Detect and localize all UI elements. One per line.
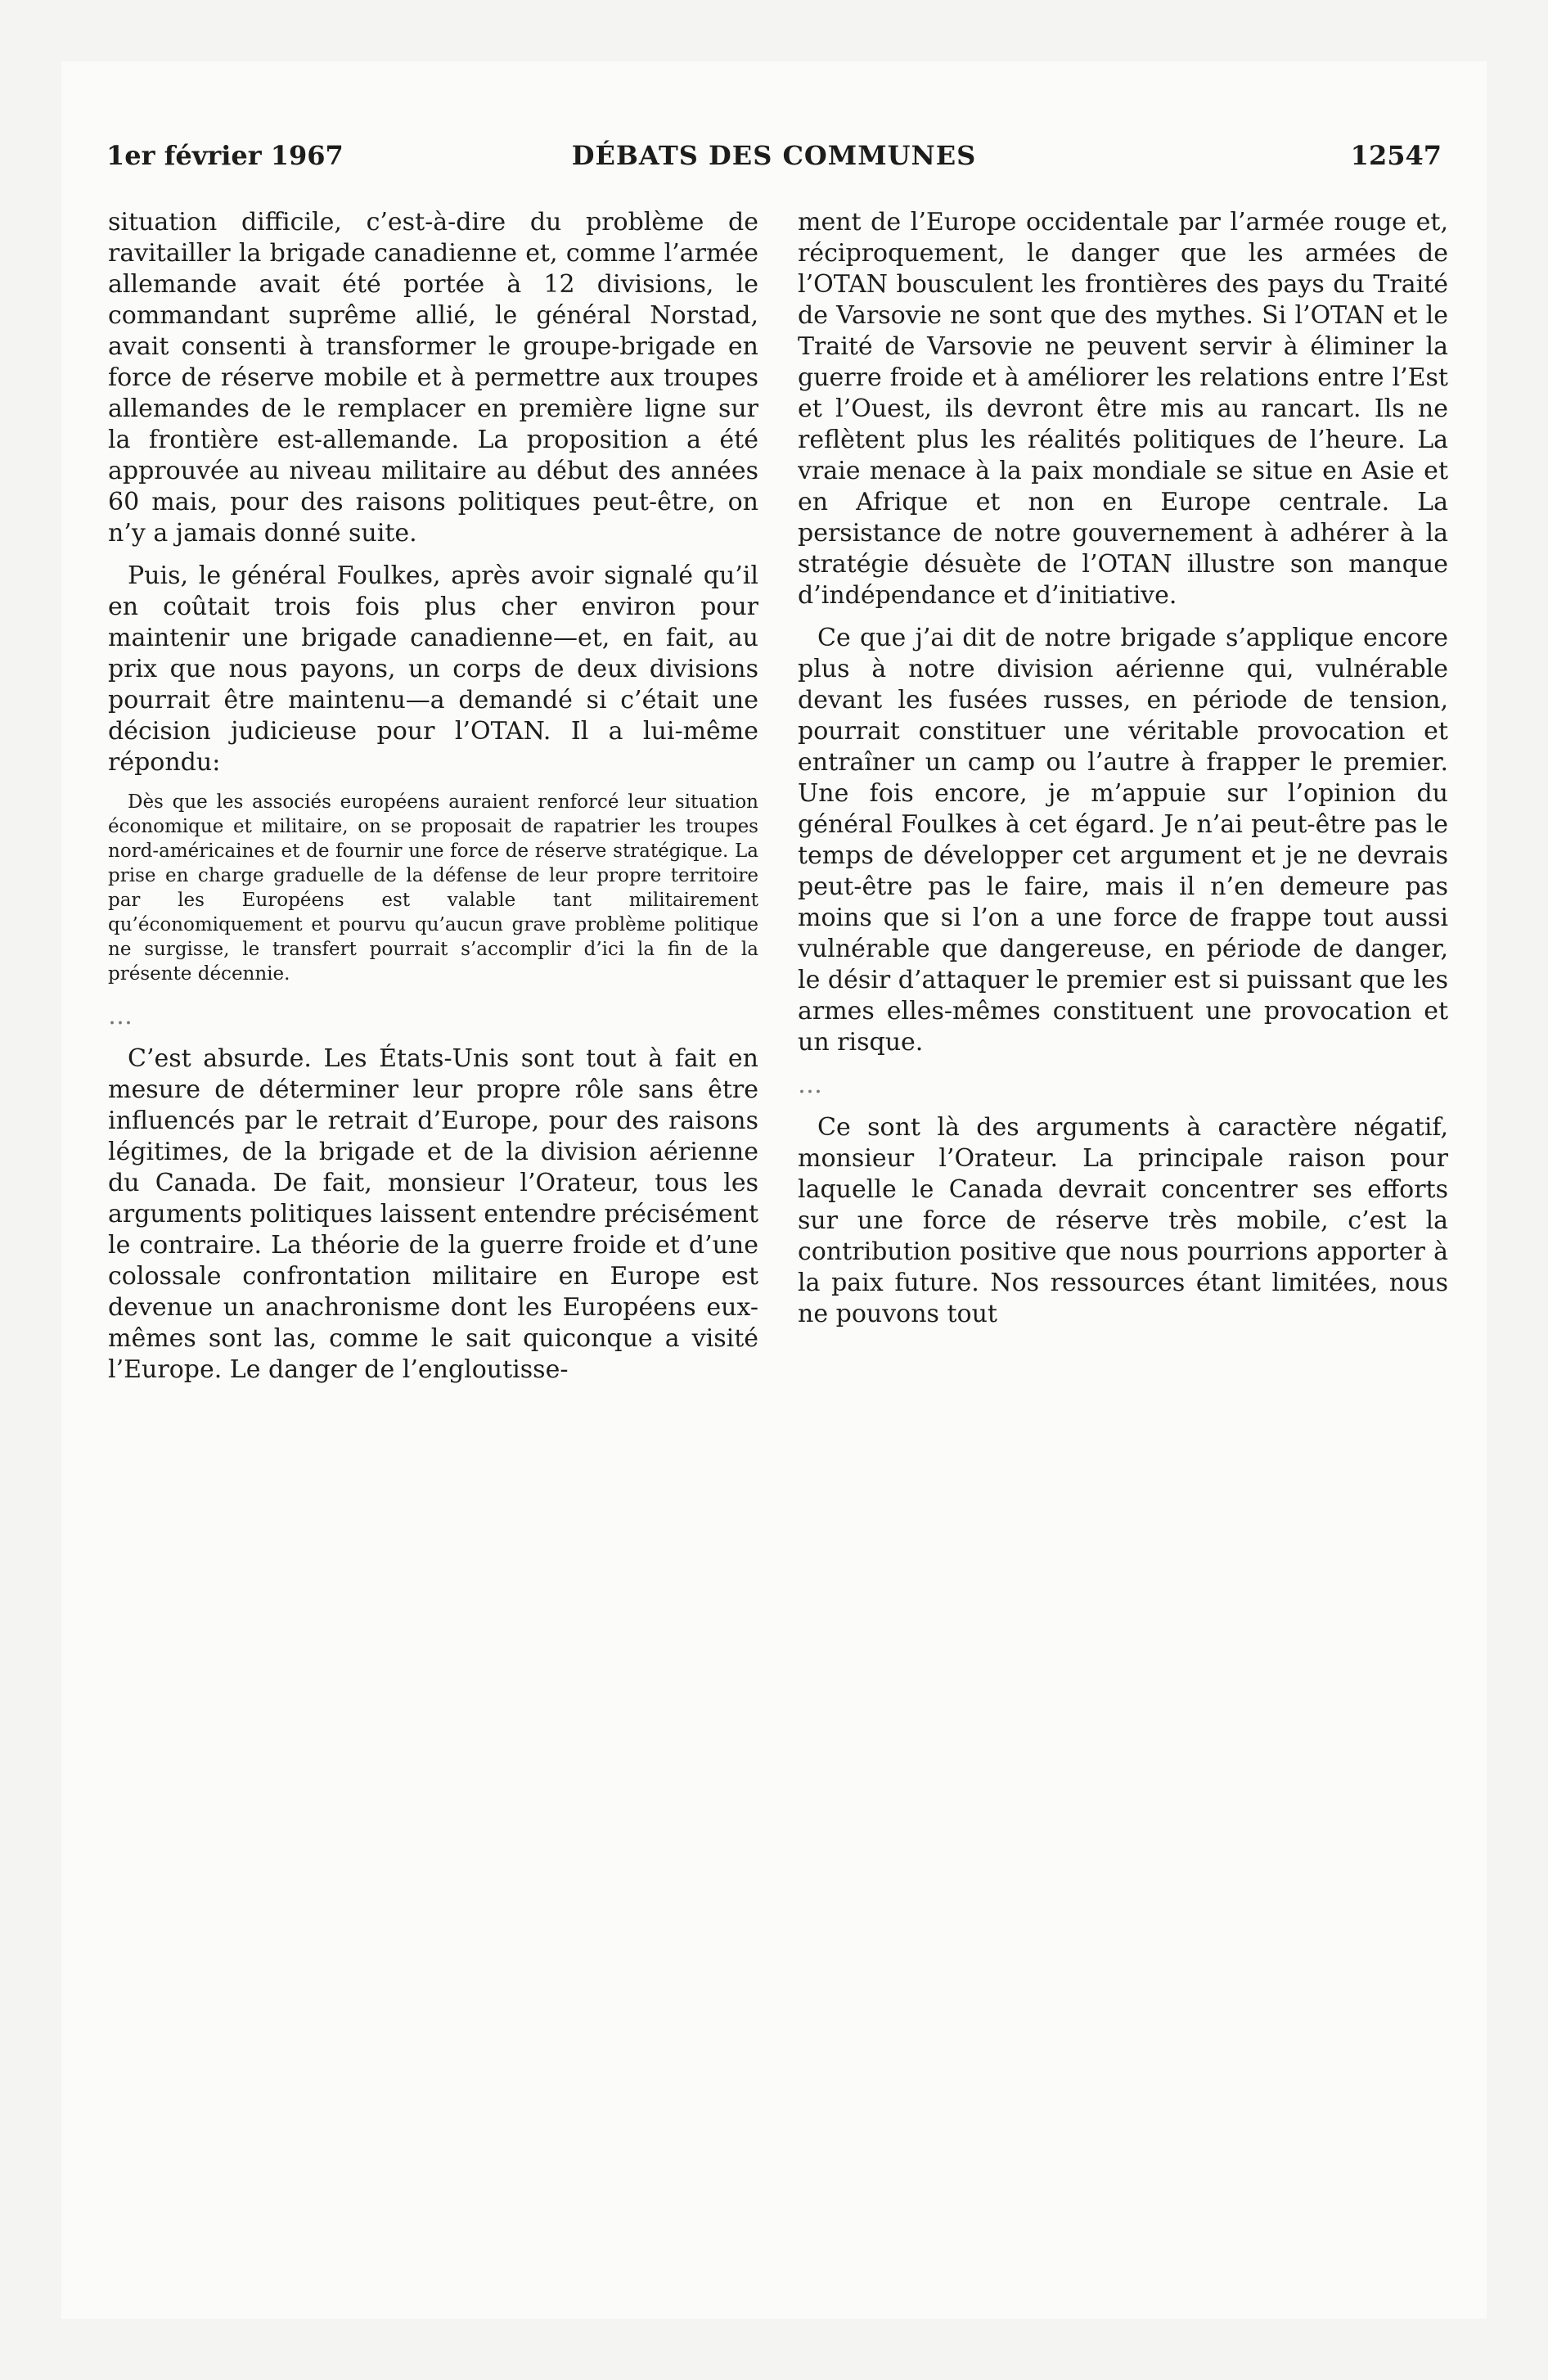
paragraph: Ce sont là des arguments à caractère négatif, monsieur l’Orateur. La principale raison pour laquelle le Canada devrait concentrer ses efforts sur une force de réserve très mobile, c’est la contribution positive que nous pourrions apporter à la paix future. Nos ressources étant limitées, nous ne pouvons tout <box>798 1113 1448 1328</box>
paragraph: Puis, le général Foulkes, après avoir signalé qu’il en coûtait trois fois plus cher environ pour maintenir une brigade canadienne—et, en fait, au prix que nous payons, un corps de deux divisions pourrait être maintenu—a demandé si c’était une décision judicieuse pour l’OTAN. Il a lui-même répondu: <box>108 561 758 777</box>
page-number: 12547 <box>1350 140 1442 171</box>
page-header <box>106 140 1442 181</box>
header-date: 1er février 1967 <box>106 140 344 171</box>
paragraph: situation difficile, c’est-à-dire du problème de ravitailler la brigade canadienne et, comme l’armée allemande avait été portée à 12 divisions, le commandant suprême allié, le général Norstad, avait consenti à transformer le groupe-brigade en force de réserve mobile et à permettre aux troupes allemandes de le remplacer en première ligne sur la frontière est-allemande. La proposition a été approuvée au niveau militaire au début des années 60 mais, pour des raisons politiques peut-être, on n’y a jamais donné suite. <box>108 208 758 548</box>
left-column <box>108 207 758 2286</box>
right-column <box>798 207 1448 2286</box>
block-quote <box>108 790 758 986</box>
elided-text-marker: … <box>108 1002 133 1030</box>
document-page <box>61 61 1487 2319</box>
paragraph: C’est absurde. Les États-Unis sont tout à fait en mesure de déterminer leur propre rôle sans être influencés par le retrait d’Europe, pour des raisons légitimes, de la brigade et de la division aérienne du Canada. De fait, monsieur l’Orateur, tous les arguments politiques laissent entendre précisément le contraire. La théorie de la guerre froide et d’une colossale confrontation militaire en Europe est devenue un anachronisme dont les Européens eux-mêmes sont las, comme le sait quiconque a visité l’Europe. Le danger de l’engloutisse- <box>108 1044 758 1384</box>
header-title: DÉBATS DES COMMUNES <box>571 140 977 171</box>
paragraph: Ce que j’ai dit de notre brigade s’applique encore plus à notre division aérienne qui, vulnérable devant les fusées russes, en période de tension, pourrait constituer une véritable provocation et entraîner un camp ou l’autre à frapper le premier. Une fois encore, je m’appuie sur l’opinion du général Foulkes à cet égard. Je n’ai peut-être pas le temps de développer cet argument et je ne devrais peut-être pas le faire, mais il n’en demeure pas moins que si l’on a une force de frappe tout aussi vulnérable que dangereuse, en période de danger, le désir d’attaquer le premier est si puissant que les armes elles-mêmes constituent une provocation et un risque. <box>798 624 1448 1057</box>
elided-text-marker: … <box>798 1071 822 1099</box>
paragraph: ment de l’Europe occidentale par l’armée rouge et, réciproquement, le danger que les armées de l’OTAN bousculent les frontières des pays du Traité de Varsovie ne sont que des mythes. Si l’OTAN et le Traité de Varsovie ne peuvent servir à éliminer la guerre froide et à améliorer les relations entre l’Est et l’Ouest, ils devront être mis au rancart. Ils ne reflètent plus les réalités politiques de l’heure. La vraie menace à la paix mondiale se situe en Asie et en Afrique et non en Europe centrale. La persistance de notre gouvernement à adhérer à la stratégie désuète de l’OTAN illustre son manque d’indépendance et d’initiative. <box>798 208 1448 610</box>
quote-text: Dès que les associés européens auraient renforcé leur situation économique et militaire, on se proposait de rapatrier les troupes nord-américaines et de fournir une force de réserve stratégique. La prise en charge graduelle de la défense de leur propre territoire par les Européens est valable tant militairement qu’économiquement et pourvu qu’aucun grave problème politique ne surgisse, le transfert pourrait s’accomplir d’ici la fin de la présente décennie. <box>108 791 758 985</box>
